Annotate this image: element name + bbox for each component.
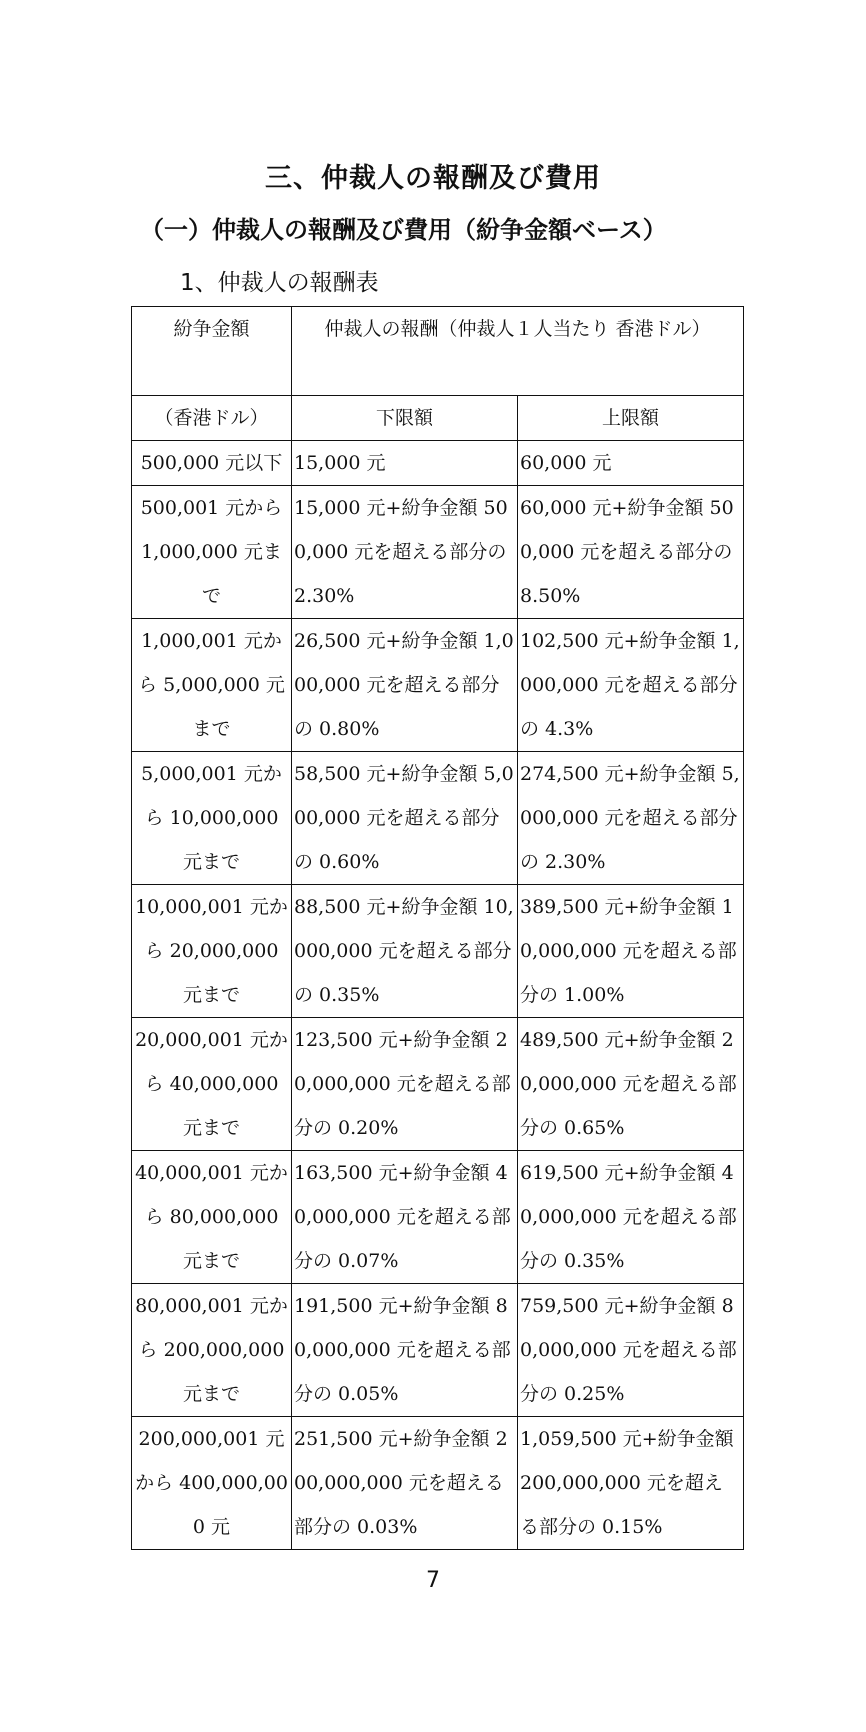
amount-cell: 5,000,001 元から 10,000,000 元まで	[132, 752, 292, 885]
table-row	[132, 1284, 744, 1417]
max-fee-cell: 274,500 元+紛争金額 5,000,000 元を超える部分の 2.30%	[518, 752, 744, 885]
min-fee-cell: 58,500 元+紛争金額 5,000,000 元を超える部分の 0.60%	[292, 752, 518, 885]
header-currency: （香港ドル）	[132, 396, 292, 441]
min-fee-cell: 163,500 元+紛争金額 40,000,000 元を超える部分の 0.07%	[292, 1151, 518, 1284]
header-min: 下限額	[292, 396, 518, 441]
arbitrator-fee-table	[131, 306, 744, 1550]
amount-cell: 40,000,001 元から 80,000,000 元まで	[132, 1151, 292, 1284]
max-fee-cell: 60,000 元+紛争金額 500,000 元を超える部分の 8.50%	[518, 486, 744, 619]
min-fee-cell: 15,000 元	[292, 441, 518, 486]
table-row	[132, 1417, 744, 1550]
table-header-row	[132, 307, 744, 396]
header-fee: 仲裁人の報酬（仲裁人１人当たり 香港ドル）	[292, 307, 744, 396]
table-row	[132, 885, 744, 1018]
max-fee-cell: 759,500 元+紛争金額 80,000,000 元を超える部分の 0.25%	[518, 1284, 744, 1417]
page-number: 7	[426, 1568, 440, 1593]
amount-cell: 1,000,001 元から 5,000,000 元まで	[132, 619, 292, 752]
max-fee-cell: 619,500 元+紛争金額 40,000,000 元を超える部分の 0.35%	[518, 1151, 744, 1284]
min-fee-cell: 15,000 元+紛争金額 500,000 元を超える部分の 2.30%	[292, 486, 518, 619]
header-max: 上限額	[518, 396, 744, 441]
max-fee-cell: 60,000 元	[518, 441, 744, 486]
min-fee-cell: 88,500 元+紛争金額 10,000,000 元を超える部分の 0.35%	[292, 885, 518, 1018]
min-fee-cell: 251,500 元+紛争金額 200,000,000 元を超える部分の 0.03%	[292, 1417, 518, 1550]
max-fee-cell: 389,500 元+紛争金額 10,000,000 元を超える部分の 1.00%	[518, 885, 744, 1018]
min-fee-cell: 26,500 元+紛争金額 1,000,000 元を超える部分の 0.80%	[292, 619, 518, 752]
table-row	[132, 1018, 744, 1151]
min-fee-cell: 191,500 元+紛争金額 80,000,000 元を超える部分の 0.05%	[292, 1284, 518, 1417]
table-subheader-row	[132, 396, 744, 441]
table-row	[132, 441, 744, 486]
page-title: 三、仲裁人の報酬及び費用	[265, 163, 601, 194]
amount-cell: 500,001 元から 1,000,000 元まで	[132, 486, 292, 619]
table-caption: 1、仲裁人の報酬表	[180, 270, 379, 296]
amount-cell: 20,000,001 元から 40,000,000 元まで	[132, 1018, 292, 1151]
table-row	[132, 619, 744, 752]
min-fee-cell: 123,500 元+紛争金額 20,000,000 元を超える部分の 0.20%	[292, 1018, 518, 1151]
max-fee-cell: 489,500 元+紛争金額 20,000,000 元を超える部分の 0.65%	[518, 1018, 744, 1151]
amount-cell: 500,000 元以下	[132, 441, 292, 486]
max-fee-cell: 102,500 元+紛争金額 1,000,000 元を超える部分の 4.3%	[518, 619, 744, 752]
table-row	[132, 486, 744, 619]
table-row	[132, 1151, 744, 1284]
header-amount: 紛争金額	[132, 307, 292, 396]
max-fee-cell: 1,059,500 元+紛争金額 200,000,000 元を超える部分の 0.15%	[518, 1417, 744, 1550]
amount-cell: 80,000,001 元から 200,000,000 元まで	[132, 1284, 292, 1417]
table-row	[132, 752, 744, 885]
section-subtitle: （一）仲裁人の報酬及び費用（紛争金額ベース）	[140, 216, 667, 244]
amount-cell: 10,000,001 元から 20,000,000 元まで	[132, 885, 292, 1018]
amount-cell: 200,000,001 元から 400,000,000 元	[132, 1417, 292, 1550]
